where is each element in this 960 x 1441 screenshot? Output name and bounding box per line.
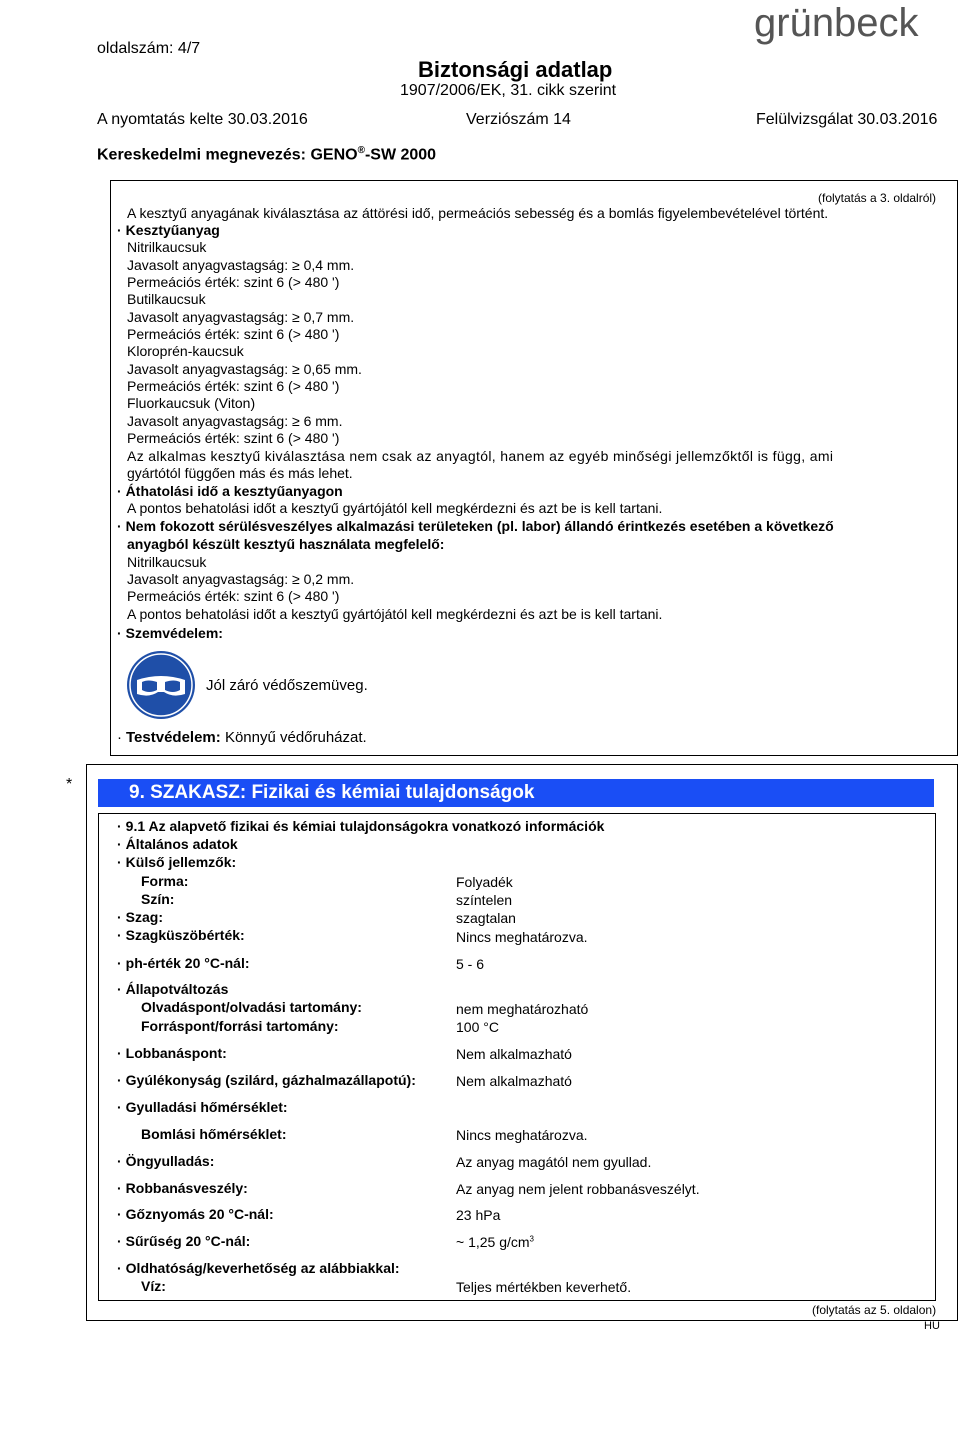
eye-protection-heading: · Szemvédelem:	[117, 625, 223, 641]
eye-protection-text: Jól záró védőszemüveg.	[206, 677, 368, 694]
prop-value: 23 hPa	[456, 1207, 501, 1223]
density-unit-superscript: 3	[529, 1234, 534, 1244]
doc-title: Biztonsági adatlap	[418, 57, 613, 82]
material-name: Kloroprén-kaucsuk	[127, 343, 244, 359]
prop-label: · Szag:	[117, 909, 164, 925]
penetration-text: A pontos behatolási időt a kesztyű gyártójától kell megkérdezni és azt be is kell tartani.	[127, 500, 663, 516]
prop-value: 5 - 6	[456, 956, 485, 972]
prop-label: · Állapotváltozás	[117, 981, 229, 997]
prop-value: Nem alkalmazható	[456, 1046, 572, 1062]
continued-from: (folytatás a 3. oldalról)	[818, 191, 937, 205]
brand-logo	[754, 2, 924, 53]
density-value: ~ 1,25 g/cm	[456, 1234, 530, 1250]
print-date: A nyomtatás kelte 30.03.2016	[97, 111, 308, 128]
doc-subtitle: 1907/2006/EK, 31. cikk szerint	[400, 82, 617, 99]
prop-label: · ph-érték 20 °C-nál:	[117, 955, 250, 971]
prop-value: szagtalan	[456, 910, 516, 926]
prop-label: · Szagküszöbérték:	[117, 927, 245, 943]
prop-value: Folyadék	[456, 874, 513, 890]
prop-value: nem meghatározható	[456, 1001, 589, 1017]
lab-thickness: Javasolt anyagvastagság: ≥ 0,2 mm.	[127, 571, 355, 587]
prop-value: Nincs meghatározva.	[456, 929, 588, 945]
section9-title: 9. SZAKASZ: Fizikai és kémiai tulajdonságok	[98, 779, 934, 807]
material-permeation: Permeációs érték: szint 6 (> 480 ')	[127, 378, 340, 394]
sub-heading: · 9.1 Az alapvető fizikai és kémiai tulajdonságokra vonatkozó információk	[117, 818, 605, 834]
prop-label: · Gyúlékonyság (szilárd, gázhalmazállapotú):	[117, 1072, 416, 1088]
glove-intro: A kesztyű anyagának kiválasztása az áttörési idő, permeációs sebesség és a bomlás figyelembevételével történt.	[127, 205, 829, 221]
registered-mark: ®	[357, 145, 365, 156]
prop-value: Nem alkalmazható	[456, 1073, 572, 1089]
prop-label: Olvadáspont/olvadási tartomány:	[141, 999, 362, 1015]
general-data: · Általános adatok	[117, 836, 238, 852]
trade-name-label: Kereskedelmi megnevezés: GENO	[97, 146, 358, 164]
lab-penetration: A pontos behatolási időt a kesztyű gyártójától kell megkérdezni és azt be is kell tartani.	[127, 606, 663, 622]
material-name: Butilkaucsuk	[127, 291, 206, 307]
prop-value: Az anyag nem jelent robbanásveszélyt.	[456, 1181, 700, 1197]
page-number: oldalszám: 4/7	[97, 40, 201, 57]
prop-label: Szín:	[141, 891, 175, 907]
lab-heading: · Nem fokozott sérülésveszélyes alkalmazási területeken (pl. labor) állandó érintkezés esetében a következő	[117, 518, 834, 534]
goggles-icon	[126, 650, 196, 723]
material-permeation: Permeációs érték: szint 6 (> 480 ')	[127, 274, 340, 290]
prop-label: Forma:	[141, 873, 189, 889]
penetration-heading: · Áthatolási idő a kesztyűanyagon	[117, 483, 343, 499]
prop-label: · Gyulladási hőmérséklet:	[117, 1099, 288, 1115]
trade-name-suffix: -SW 2000	[364, 146, 437, 164]
appearance: · Külső jellemzők:	[117, 854, 237, 870]
lab-permeation: Permeációs érték: szint 6 (> 480 ')	[127, 588, 340, 604]
material-thickness: Javasolt anyagvastagság: ≥ 0,4 mm.	[127, 257, 355, 273]
lab-heading: anyagból készült kesztyű használata megfelelő:	[127, 536, 445, 552]
glove-material-heading: · Kesztyűanyag	[117, 222, 220, 238]
prop-value: Nincs meghatározva.	[456, 1127, 588, 1143]
brand-logo-text: grünbeck	[754, 2, 919, 45]
suitability-text: gyártótól függően más és más lehet.	[127, 465, 353, 481]
version: Verziószám 14	[466, 111, 571, 128]
prop-label: · Oldhatóság/keverhetőség az alábbiakkal:	[117, 1260, 400, 1276]
lab-material: Nitrilkaucsuk	[127, 554, 207, 570]
prop-label: · Öngyulladás:	[117, 1153, 215, 1169]
prop-value: Teljes mértékben keverhető.	[456, 1279, 632, 1295]
prop-label: · Lobbanáspont:	[117, 1045, 227, 1061]
prop-label: · Sűrűség 20 °C-nál:	[117, 1233, 251, 1249]
material-permeation: Permeációs érték: szint 6 (> 480 ')	[127, 326, 340, 342]
trade-name	[97, 145, 436, 164]
prop-label: · Robbanásveszély:	[117, 1180, 248, 1196]
review-date: Felülvizsgálat 30.03.2016	[756, 111, 938, 128]
body-protection: · Testvédelem: Könnyű védőruházat.	[117, 729, 367, 746]
prop-label: Bomlási hőmérséklet:	[141, 1126, 287, 1142]
suitability-text: Az alkalmas kesztyű kiválasztása nem csak az anyagtól, hanem az egyéb minőségi jellemzőktől is függ, ami	[127, 448, 834, 464]
material-thickness: Javasolt anyagvastagság: ≥ 0,7 mm.	[127, 309, 355, 325]
material-permeation: Permeációs érték: szint 6 (> 480 ')	[127, 430, 340, 446]
prop-label: · Gőznyomás 20 °C-nál:	[117, 1206, 274, 1222]
continued-to: (folytatás az 5. oldalon)	[812, 1303, 937, 1317]
prop-value: 100 °C	[456, 1019, 499, 1035]
change-marker: *	[66, 776, 73, 793]
material-thickness: Javasolt anyagvastagság: ≥ 0,65 mm.	[127, 361, 362, 377]
material-name: Fluorkaucsuk (Viton)	[127, 395, 256, 411]
language-code: HU	[924, 1320, 940, 1332]
prop-label: Víz:	[141, 1278, 166, 1294]
prop-value: színtelen	[456, 892, 513, 908]
material-name: Nitrilkaucsuk	[127, 239, 207, 255]
prop-value: Az anyag magától nem gyullad.	[456, 1154, 652, 1170]
material-thickness: Javasolt anyagvastagság: ≥ 6 mm.	[127, 413, 343, 429]
prop-label: Forráspont/forrási tartomány:	[141, 1018, 339, 1034]
prop-value	[456, 1234, 534, 1250]
